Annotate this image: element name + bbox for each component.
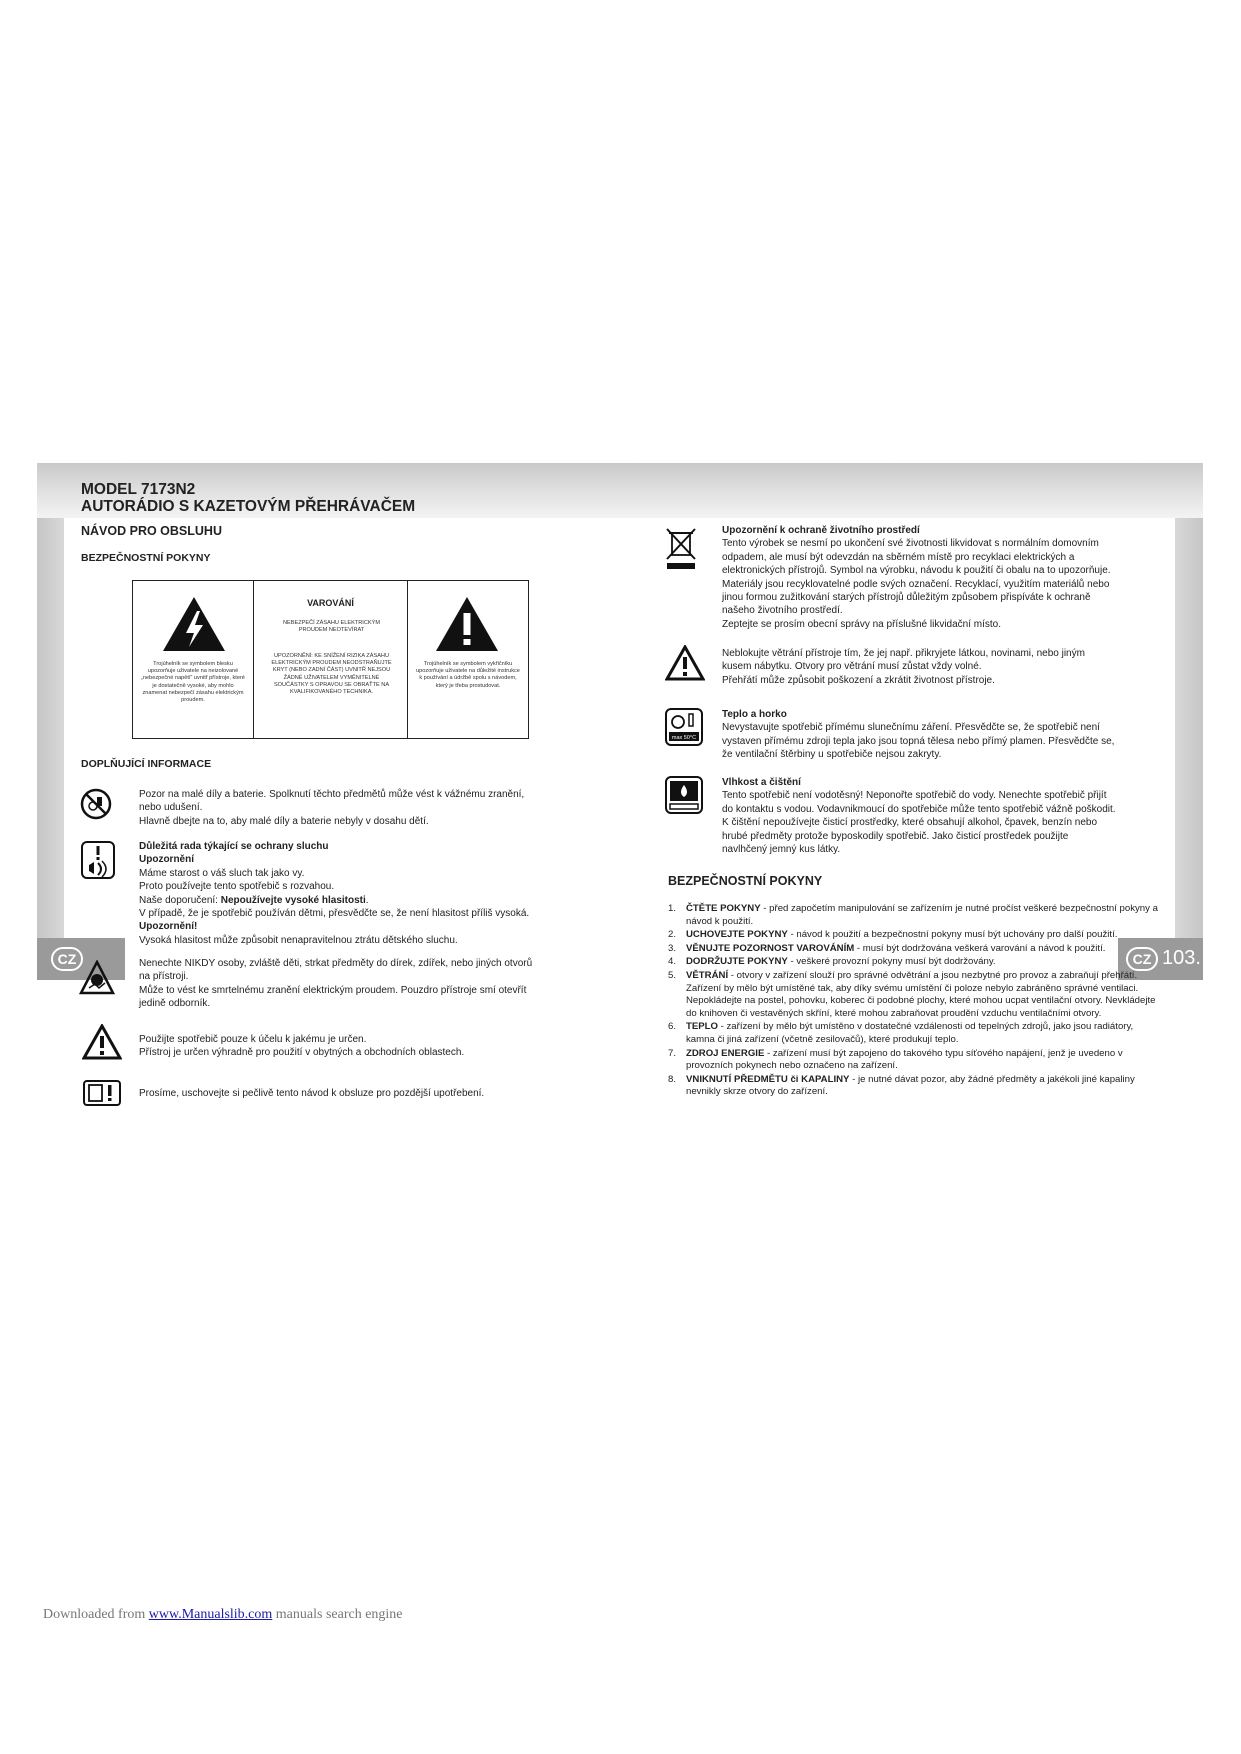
- humidity-icon: [665, 776, 703, 814]
- electric-shock-icon: [79, 960, 115, 996]
- exclamation-warning-icon: [434, 595, 500, 653]
- rule-item: 8. VNIKNUTÍ PŘEDMĚTU či KAPALINY - je nutné dávat pozor, aby žádné předměty a jakékoli jiné kapaliny nevnikly skrze otvory do zařízení.: [668, 1073, 1135, 1098]
- environment-line: odpadem, ale musí být odevzdán na sběrném místě pro recyklaci elektrických a: [722, 551, 1075, 563]
- hearing-protection-icon: [81, 841, 115, 879]
- hearing-line-5: Vysoká hlasitost může způsobit nenapravitelnou ztrátu dětského sluchu.: [139, 934, 458, 946]
- warning-box: [132, 580, 529, 739]
- cz-badge-right: CZ: [1126, 947, 1158, 971]
- warning-left-text: Trojúhelník se symbolem blesku upozorňuje uživatele na neizolované „nebezpečné napětí“ uvnitř přístroje, které je dostatečně vysoké, aby mohlo znamenat nebezpečí zásahu elektrickým proudem.: [141, 661, 245, 704]
- model-title: MODEL 7173N2: [81, 481, 196, 498]
- hearing-caution: Upozornění: [139, 854, 194, 866]
- small-parts-icon: [80, 788, 112, 820]
- manualslib-link[interactable]: www.Manualslib.com: [148, 1607, 273, 1622]
- safety-title-right: BEZPEČNOSTNÍ POKYNY: [668, 874, 823, 888]
- environment-line: Materiály jsou recyklovatelné podle svých označení. Recyklací, využitím materiálů nebo: [722, 578, 1110, 590]
- ventilation-line: kusem nábytku. Otvory pro větrání musí zůstat vždy volné.: [722, 661, 982, 673]
- rule-item: 7. ZDROJ ENERGIE - zařízení musí být zapojeno do takového typu síťového napájení, jenž je uvedeno v provozních pokynech nebo označeno na zařízení.: [668, 1047, 1123, 1072]
- environment-line: Zeptejte se prosím obecní správy na příslušné likvidační místo.: [722, 618, 1002, 630]
- heat-icon-label: max 50°C: [671, 735, 697, 741]
- warning-mid-text-2: UPOZORNĚNÍ: KE SNÍŽENÍ RIZIKA ZÁSAHU ELEKTRICKÝM PROUDEM NEODSTRAŇUJTE KRYT (NEBO ZADNÍ ČÁST) UVNITŘ NEJSOU ŽÁDNÉ UŽIVATELEM VYMĚNITELNÉ SOUČÁSTKY S OPRAVOU SE OBRAŤTE NA KVALIFIKOVANÉHO TECHNIKA.: [271, 653, 392, 696]
- warning-box-right: [408, 581, 528, 738]
- objects-text: [139, 957, 599, 1011]
- cz-badge-left: CZ: [51, 947, 83, 971]
- hearing-line-1: Máme starost o váš sluch tak jako vy.: [139, 867, 305, 879]
- humidity-block: [722, 776, 1172, 856]
- purpose-line-1: Použijte spotřebič pouze k účelu k jakému je určen.: [139, 1034, 367, 1045]
- humidity-title: Vlhkost a čištění: [722, 777, 801, 788]
- environment-title: Upozornění k ochraně životního prostředí: [722, 525, 920, 536]
- purpose-line-2: Přístroj je určen výhradně pro použití v obytných a obchodních oblastech.: [139, 1047, 465, 1059]
- heat-line: vystaven přímému zdroji tepla jako jsou topná tělesa nebo přímý plamen. Přesvědčte se,: [722, 735, 1115, 747]
- humidity-line: hrubé předměty protože byposkodily spotřebič. Jako čisticí prostředek použijte: [722, 830, 1069, 842]
- ventilation-block: [722, 647, 1172, 687]
- page-number: 103.: [1162, 947, 1201, 969]
- caution-triangle-icon: [82, 1024, 122, 1060]
- humidity-line: do kontaktu s vodou. Vodavnikmoucí do spotřebiče může tento spotřebič vážně poškodit.: [722, 803, 1116, 815]
- environment-line: našeho životního prostředí.: [722, 605, 843, 617]
- ventilation-warning-icon: [665, 645, 705, 681]
- purpose-text: [139, 1033, 579, 1060]
- warning-right-text: Trojúhelník se symbolem vykřičníku upozorňuje uživatele na důležité instrukce k používání a údržbě spolu s návodem, který je třeba prostudovat.: [416, 661, 520, 689]
- additional-info-title: DOPLŇUJÍCÍ INFORMACE: [81, 758, 212, 770]
- objects-line-1: Nenechte NIKDY osoby, zvláště děti, strkat předměty do dírek, zdířek, nebo jiných otvorů: [139, 958, 533, 969]
- product-title: AUTORÁDIO S KAZETOVÝM PŘEHRÁVAČEM: [81, 498, 416, 515]
- environment-line: elektronických přístrojů. Symbol na výrobku, návodu k použití či obalu na to upozorňuje.: [722, 565, 1111, 577]
- heat-line: že ventilační štěrbiny u spotřebiče nejsou zakryty.: [722, 749, 942, 761]
- manual-book-icon: [83, 1080, 121, 1106]
- small-parts-line-2: nebo udušení.: [139, 802, 203, 814]
- rule-item: 3. VĚNUJTE POZORNOST VAROVÁNÍM - musí být dodržována veškerá varování a návod k použití.: [668, 942, 1106, 954]
- warning-mid-text-1: NEBEZPEČÍ ZÁSAHU ELEKTRICKÝM PROUDEM NEOTEVÍRAT: [283, 620, 380, 634]
- hearing-text: [139, 840, 589, 947]
- right-page-rail: [1175, 518, 1203, 938]
- heat-block: [722, 708, 1172, 762]
- warning-heading: VAROVÁNÍ: [307, 598, 354, 608]
- rule-item: 4. DODRŽUJTE POKYNY - veškeré provozní pokyny musí být dodržovány.: [668, 956, 996, 968]
- objects-line-3: Může to vést ke smrtelnému zranění elektrickým proudem. Pouzdro přístroje smí otevřít: [139, 984, 527, 996]
- small-parts-line-3: Hlavně dbejte na to, aby malé díly a baterie nebyly v dosahu dětí.: [139, 815, 429, 827]
- objects-line-2: na přístroji.: [139, 971, 189, 983]
- hearing-line-2: Proto používejte tento spotřebič s rozvahou.: [139, 881, 335, 893]
- rule-item: 6. TEPLO - zařízení by mělo být umístěno v dostatečné vzdálenosti od tepelných zdrojů, jako jsou radiátory, kamna či jiná zařízení (včetně zesilovačů), které produkují teplo.: [668, 1021, 1134, 1045]
- heat-line: Nevystavujte spotřebič přímému slunečnímu záření. Přesvědčte se, že spotřebič není: [722, 722, 1100, 734]
- heat-title: Teplo a horko: [722, 709, 787, 720]
- heat-thermometer-icon: [665, 708, 703, 746]
- warning-box-left: [133, 581, 253, 738]
- safety-title-left: BEZPEČNOSTNÍ POKYNY: [81, 552, 211, 564]
- humidity-line: Tento spotřebič není vodotěsný! Neponořte spotřebič do vody. Nenechte spotřebič přijít: [722, 790, 1107, 802]
- left-page-rail: [37, 518, 64, 938]
- manual-title: NÁVOD PRO OBSLUHU: [81, 524, 222, 538]
- objects-line-4: jedině odborník.: [139, 998, 211, 1010]
- humidity-line: K čištění nepoužívejte čisticí prostředky, které obsahují alkohol, čpavek, benzín nebo: [722, 817, 1098, 829]
- weee-bin-icon: [665, 527, 697, 571]
- lightning-warning-icon: [161, 595, 227, 653]
- safety-rules-list: [668, 903, 1163, 1100]
- environment-line: Tento výrobek se nesmí po ukončení své životnosti likvidovat s normálním domovním: [722, 538, 1099, 550]
- keep-manual-text: Prosíme, uschovejte si pečlivě tento návod k obsluze pro pozdější upotřebení.: [139, 1088, 485, 1099]
- hearing-title: Důležitá rada týkající se ochrany sluchu: [139, 841, 329, 852]
- rule-item: 2. UCHOVEJTE POKYNY - návod k použití a bezpečnostní pokyny musí být uchovány pro další použití.: [668, 929, 1118, 941]
- environment-block: [722, 524, 1172, 631]
- hearing-line-3: Naše doporučení: Nepoužívejte vysoké hlasitosti.: [139, 894, 369, 906]
- hearing-line-4: V případě, že je spotřebič používán dětmi, přesvědčte se, že není hlasitost příliš vysoká.: [139, 908, 530, 920]
- rule-item: 1. ČTĚTE POKYNY - před započetím manipulování se zařízením je nutné pročíst veškeré bezpečnostní pokyny a návod k použití.: [668, 903, 1158, 927]
- download-footer: Downloaded from www.Manualslib.com manuals search engine: [43, 1607, 403, 1622]
- small-parts-text: [139, 788, 579, 828]
- environment-line: jinou formou zužitkování starých přístrojů důležitým způsobem přispíváte k ochraně: [722, 592, 1091, 604]
- ventilation-line: Neblokujte větrání přístroje tím, že jej např. přikryjete látkou, novinami, nebo jiným: [722, 648, 1085, 659]
- warning-box-middle: [253, 581, 408, 738]
- ventilation-line: Přehřátí může způsobit poškození a zkrátit životnost přístroje.: [722, 674, 995, 686]
- rule-item: 5. VĚTRÁNÍ - otvory v zařízení slouží pro správné odvětrání a jsou nezbytné pro provoz a zabraňují přehřátí. Zařízení by mělo být umístěné tak, aby díky svému umístění či poloze nebylo zabráněno správné ventilaci. Nepokládejte na postel, pohovku, koberec či podobné plochy, které mohou ucpat ventilační otvory. Nevkládejte do knihoven či vestavěných skříní, které mohou zabraňovat proudění vzduchu ventilačními otvory.: [668, 969, 1156, 1019]
- hearing-caution-2: Upozornění!: [139, 921, 198, 933]
- small-parts-line-1: Pozor na malé díly a baterie. Spolknutí těchto předmětů může vést k vážnému zranění,: [139, 789, 525, 800]
- humidity-line: navlhčený jemný kus látky.: [722, 844, 841, 856]
